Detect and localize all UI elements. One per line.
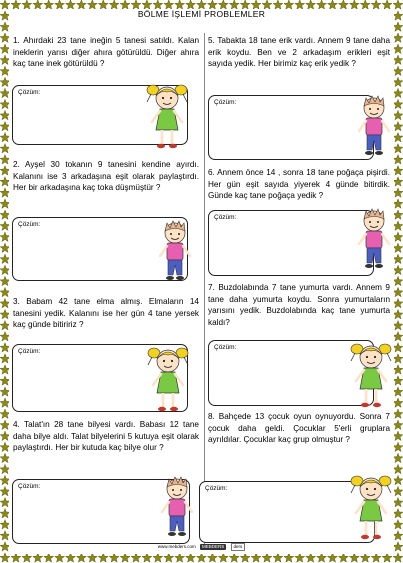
star-icon <box>131 0 141 9</box>
solution-label: Çözüm: <box>205 485 228 492</box>
star-icon <box>393 542 403 551</box>
star-icon <box>262 0 272 9</box>
solution-label: Çözüm: <box>214 99 237 106</box>
girl-icon <box>347 471 395 543</box>
star-icon <box>0 0 10 9</box>
star-icon <box>317 553 327 562</box>
star-icon <box>109 0 119 9</box>
star-icon <box>44 0 54 9</box>
footer-extra: ders <box>231 543 246 551</box>
footer-site[interactable]: www.mebders.com <box>157 544 196 549</box>
star-icon <box>393 22 403 31</box>
star-icon <box>142 0 152 9</box>
star-icon <box>393 309 403 318</box>
star-icon <box>251 0 261 9</box>
star-icon <box>22 0 32 9</box>
star-icon <box>66 553 76 562</box>
boy-icon <box>155 219 195 285</box>
star-icon <box>393 66 403 75</box>
star-icon <box>393 133 403 142</box>
girl-illustration <box>347 471 395 543</box>
page-title: BÖLME İŞLEMİ PROBLEMLER <box>137 9 266 19</box>
star-icon <box>349 0 359 9</box>
solution-label: Çözüm: <box>18 348 41 355</box>
solution-label: Çözüm: <box>214 214 237 221</box>
star-icon <box>306 553 316 562</box>
star-icon <box>229 553 239 562</box>
answer-box-6[interactable] <box>208 210 374 276</box>
star-icon <box>393 442 403 451</box>
star-icon <box>328 553 338 562</box>
star-icon <box>393 276 403 285</box>
star-icon <box>33 553 43 562</box>
star-icon <box>393 199 403 208</box>
star-icon <box>131 553 141 562</box>
star-icon <box>393 265 403 274</box>
star-icon <box>207 553 217 562</box>
star-icon <box>393 431 403 440</box>
star-icon <box>393 77 403 86</box>
star-icon <box>295 553 305 562</box>
star-icon <box>87 553 97 562</box>
star-icon <box>120 553 130 562</box>
footer-badge: MEBDERS <box>201 544 225 549</box>
star-icon <box>284 553 294 562</box>
star-icon <box>393 155 403 164</box>
star-icon <box>338 0 348 9</box>
boy-illustration <box>354 207 394 273</box>
star-icon <box>393 298 403 307</box>
girl-illustration <box>144 343 192 415</box>
star-icon <box>142 553 152 562</box>
star-icon <box>175 0 185 9</box>
star-icon <box>295 0 305 9</box>
star-icon <box>109 553 119 562</box>
boy-illustration <box>155 219 195 285</box>
star-icon <box>393 166 403 175</box>
star-icon <box>393 121 403 130</box>
star-icon <box>197 0 207 9</box>
solution-label: Çözüm: <box>18 221 41 228</box>
column-divider <box>204 33 205 547</box>
question-2: 2. Ayşel 30 tokanın 9 tanesini kendine ayırdı. Kalanını ise 3 arkadaşına eşit olarak paylaştırdı. Her bir arkadaşına kaç toka düşmüştür ? <box>13 160 199 193</box>
solution-label: Çözüm: <box>18 89 41 96</box>
star-icon <box>393 287 403 296</box>
star-icon <box>66 0 76 9</box>
star-icon <box>393 243 403 252</box>
girl-illustration <box>347 339 395 411</box>
star-icon <box>393 254 403 263</box>
star-icon <box>240 553 250 562</box>
star-icon <box>229 0 239 9</box>
star-icon <box>153 0 163 9</box>
star-icon <box>55 0 65 9</box>
star-icon <box>393 553 403 562</box>
star-icon <box>273 553 283 562</box>
star-icon <box>393 55 403 64</box>
star-icon <box>44 553 54 562</box>
star-icon <box>33 0 43 9</box>
star-icon <box>393 210 403 219</box>
star-icon <box>98 0 108 9</box>
girl-icon <box>347 339 395 411</box>
star-icon <box>22 553 32 562</box>
star-icon <box>218 0 228 9</box>
solution-label: Çözüm: <box>214 344 237 351</box>
star-icon <box>371 0 381 9</box>
star-icon <box>328 0 338 9</box>
boy-illustration <box>354 94 394 160</box>
star-icon <box>164 553 174 562</box>
boy-icon <box>354 207 394 273</box>
star-icon <box>393 420 403 429</box>
question-6: 6. Annem önce 14 , sonra 18 tane poğaça pişirdi. Her gün eşit sayıda yiyerek 4 günde bitirdik. Günde kaç tane poğaça yedik ? <box>208 168 390 201</box>
boy-illustration <box>157 475 197 541</box>
question-8: 8. Bahçede 13 çocuk oyun oynuyordu. Sonra 7 çocuk daha geldi. Çocuklar 5'erli gruplara ayrıldılar. Çocuklar kaç grup olmuştur ? <box>208 412 390 445</box>
star-icon <box>218 553 228 562</box>
star-icon <box>186 0 196 9</box>
star-icon <box>382 553 392 562</box>
star-icon <box>371 553 381 562</box>
boy-icon <box>354 94 394 160</box>
star-icon <box>338 553 348 562</box>
star-icon <box>11 553 21 562</box>
star-icon <box>317 0 327 9</box>
star-icon <box>393 321 403 330</box>
star-icon <box>273 0 283 9</box>
question-4: 4. Talat'ın 28 tane bilyesi vardı. Babası 12 tane daha bilye aldı. Talat bilyelerini 5 kutuya eşit olarak paylaştırdı. Her bir kutuda kaç bilye olur ? <box>13 420 199 453</box>
star-icon <box>197 553 207 562</box>
star-icon <box>175 553 185 562</box>
star-icon <box>382 0 392 9</box>
question-1: 1. Ahırdaki 23 tane ineğin 5 tanesi satıldı. Kalan ineklerin yarısı diğer ahıra götürüldü. Diğer ahıra kaç tane inek götürüldü ? <box>13 36 199 69</box>
solution-label: Çözüm: <box>18 483 41 490</box>
star-icon <box>120 0 130 9</box>
star-icon <box>207 0 217 9</box>
girl-icon <box>144 343 192 415</box>
question-5: 5. Tabakta 18 tane erik vardı. Annem 9 tane daha erik koydu. Ben ve 2 arkadaşım erikleri eşit sayıda yedik. Her birimiz kaç erik yedik ? <box>208 36 390 69</box>
star-icon <box>186 553 196 562</box>
star-icon <box>360 553 370 562</box>
star-icon <box>55 553 65 562</box>
footer <box>9 543 394 551</box>
star-icon <box>164 0 174 9</box>
star-icon <box>262 553 272 562</box>
star-icon <box>393 188 403 197</box>
star-icon <box>393 110 403 119</box>
worksheet <box>9 9 394 554</box>
star-icon <box>76 553 86 562</box>
star-icon <box>393 232 403 241</box>
girl-illustration <box>143 80 191 152</box>
boy-icon <box>157 475 197 541</box>
star-icon <box>393 0 403 9</box>
star-icon <box>153 553 163 562</box>
star-icon <box>349 553 359 562</box>
star-icon <box>240 0 250 9</box>
star-icon <box>393 177 403 186</box>
star-icon <box>11 0 21 9</box>
star-icon <box>360 0 370 9</box>
star-icon <box>393 44 403 53</box>
star-icon <box>393 33 403 42</box>
star-icon <box>393 144 403 153</box>
question-7: 7. Buzdolabında 7 tane yumurta vardı. Annem 9 tane daha yumurta koydu. Sonra yumurtaların yarısını yedik. Buzdolabında kaç tane yumurta kaldı? <box>208 283 390 327</box>
star-icon <box>393 221 403 230</box>
star-icon <box>284 0 294 9</box>
star-icon <box>393 11 403 20</box>
star-icon <box>393 88 403 97</box>
star-icon <box>306 0 316 9</box>
star-icon <box>76 0 86 9</box>
star-icon <box>98 553 108 562</box>
star-icon <box>393 99 403 108</box>
answer-box-5[interactable] <box>208 95 374 160</box>
star-icon <box>251 553 261 562</box>
star-icon <box>393 453 403 462</box>
star-icon <box>0 553 10 562</box>
girl-icon <box>143 80 191 152</box>
question-3: 3. Babam 42 tane elma almış. Elmaların 14 tanesini yedik. Kalanını ise her gün 4 tane yersek kaç günde bitiririz ? <box>13 297 199 330</box>
star-icon <box>87 0 97 9</box>
